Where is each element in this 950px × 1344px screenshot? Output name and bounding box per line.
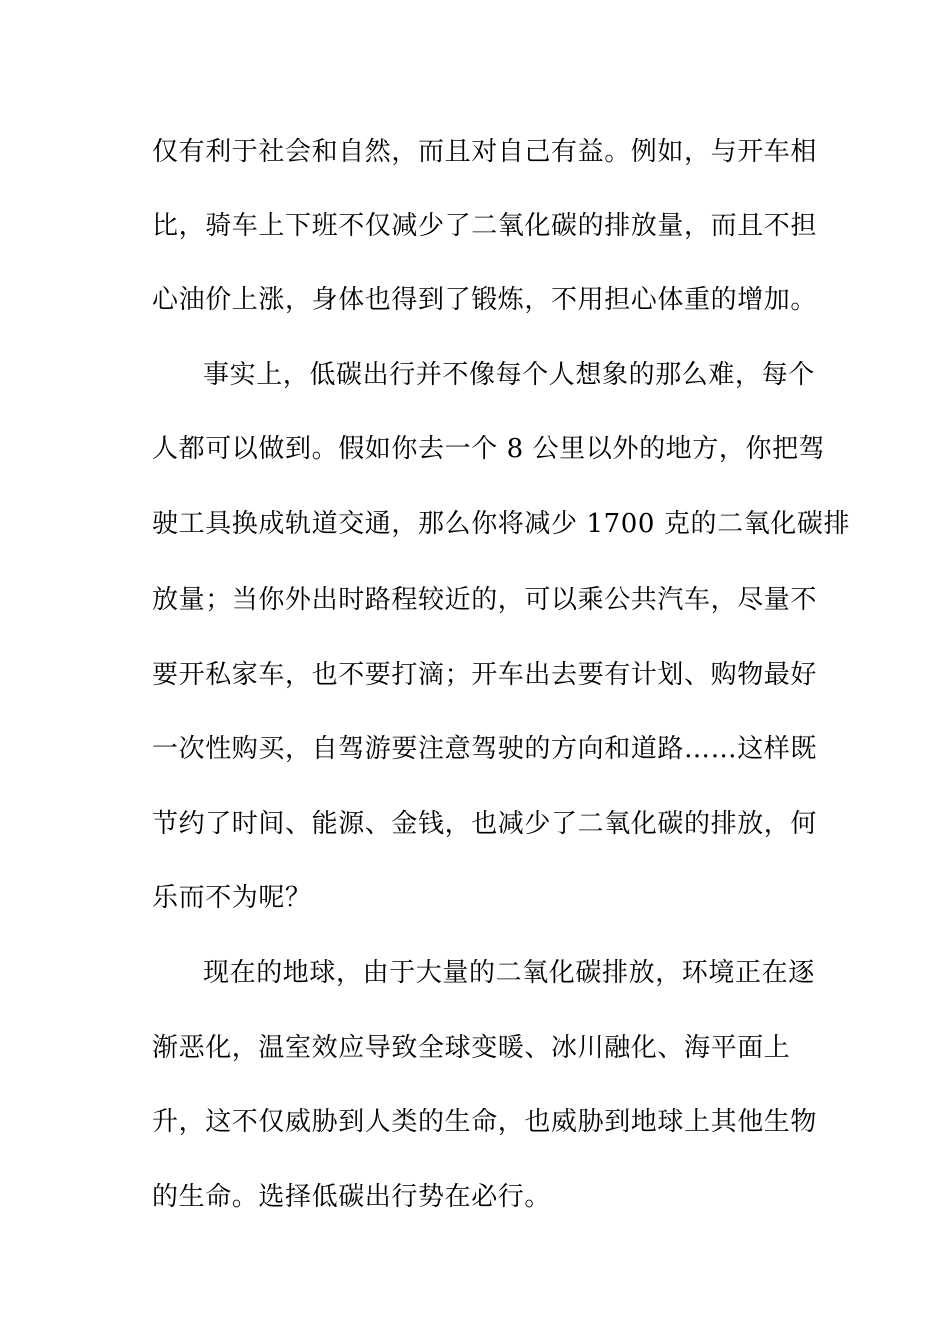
text-line: 放量；当你外出时路程较近的，可以乘公共汽车，尽量不 [152, 585, 818, 615]
text-line: 一次性购买，自驾游要注意驾驶的方向和道路……这样既 [152, 734, 818, 764]
text-line: 驶工具换成轨道交通，那么你将减少 1700 克的二氧化碳排 [152, 509, 851, 539]
text-line: 心油价上涨，身体也得到了锻炼，不用担心体重的增加。 [152, 285, 818, 315]
paragraph-start-line: 事实上，低碳出行并不像每个人想象的那么难，每个 [203, 360, 815, 390]
text-line: 人都可以做到。假如你去一个 8 公里以外的地方，你把驾 [152, 434, 826, 464]
paragraph-start-line: 现在的地球，由于大量的二氧化碳排放，环境正在逐 [203, 958, 815, 988]
text-line: 节约了时间、能源、金钱，也减少了二氧化碳的排放，何 [152, 809, 818, 839]
text-line: 比，骑车上下班不仅减少了二氧化碳的排放量，而且不担 [152, 211, 818, 241]
text-line: 要开私家车，也不要打滴；开车出去要有计划、购物最好 [152, 660, 818, 690]
text-line: 升，这不仅威胁到人类的生命，也威胁到地球上其他生物 [152, 1107, 818, 1137]
text-line: 乐而不为呢？ [152, 883, 312, 913]
text-line: 的生命。选择低碳出行势在必行。 [152, 1182, 552, 1212]
text-line: 仅有利于社会和自然，而且对自己有益。例如，与开车相 [152, 137, 818, 167]
text-line: 渐恶化，温室效应导致全球变暖、冰川融化、海平面上 [152, 1033, 791, 1063]
